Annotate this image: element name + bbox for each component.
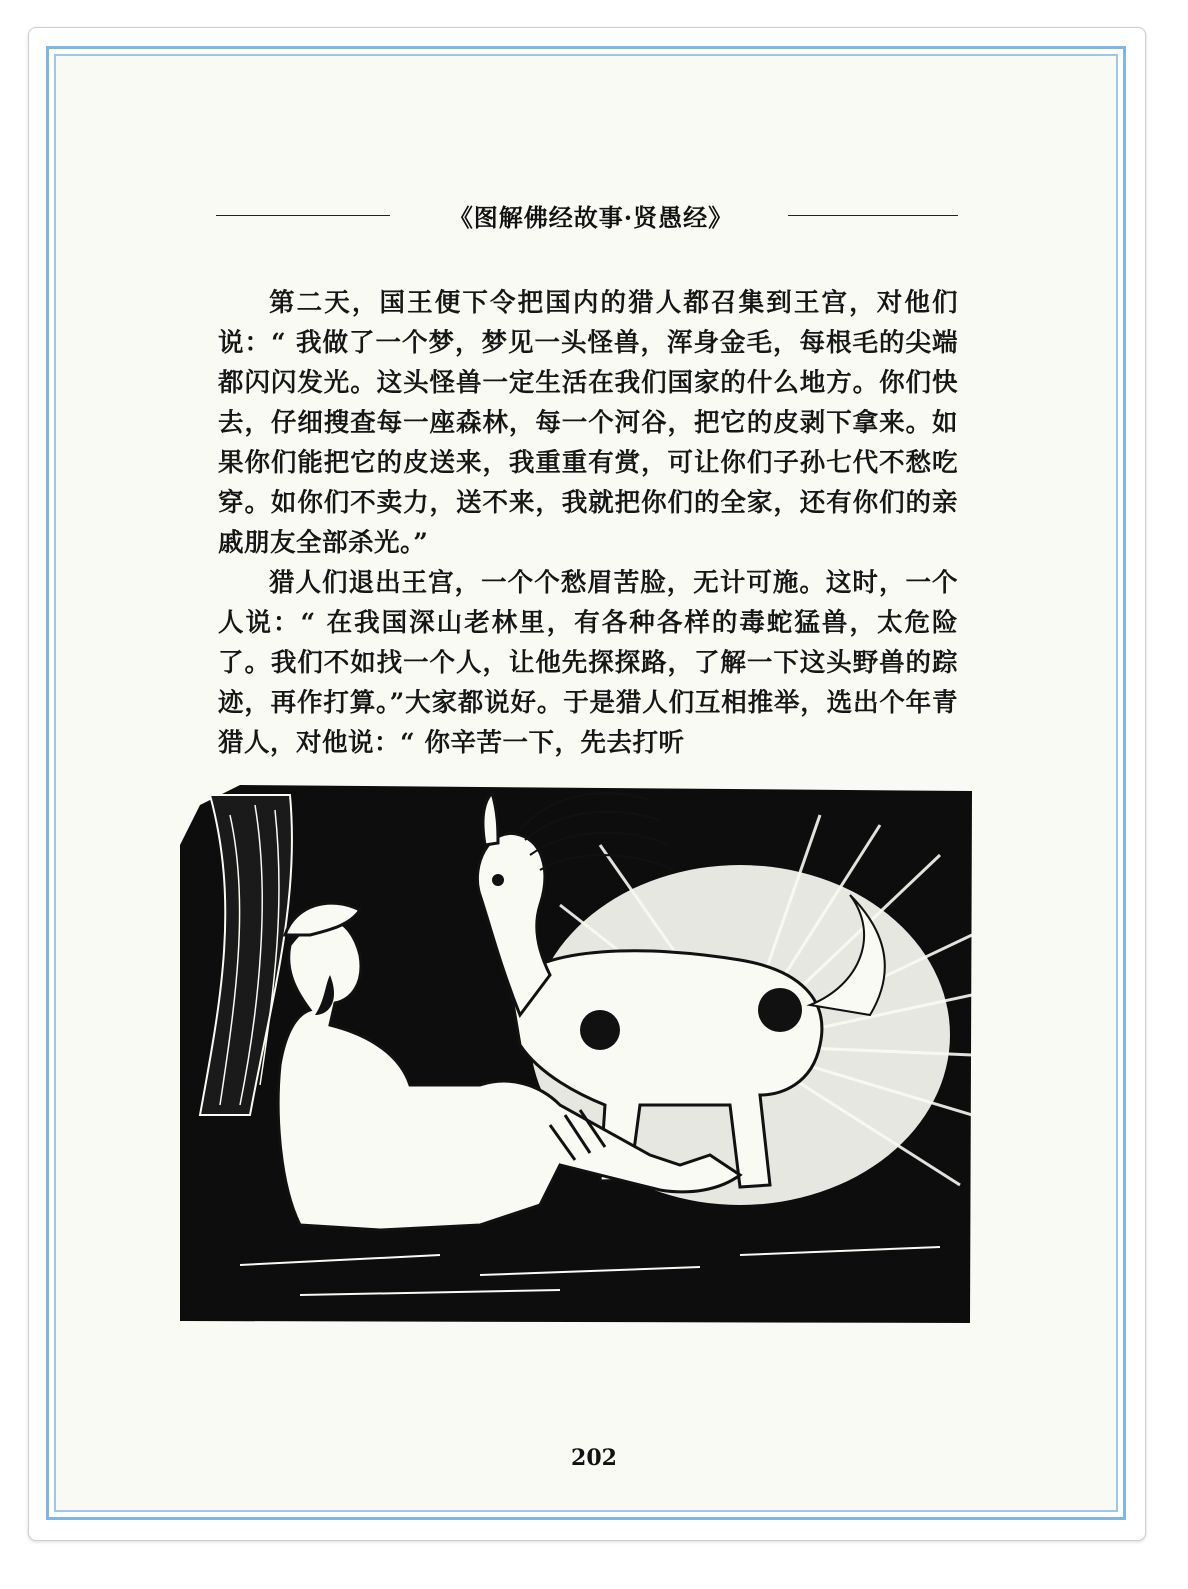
header-rule-left	[216, 215, 390, 216]
header-rule-right	[788, 215, 958, 216]
body-text	[218, 283, 958, 763]
paragraph-2: 猎人们退出王宫，一个个愁眉苦脸，无计可施。这时，一个人说：“ 在我国深山老林里，有各种各样的毒蛇猛兽，太危险了。我们不如找一个人，让他先探探路，了解一下这头野兽的踪迹，再作打算。”大家都说好。于是猎人们互相推举，选出个年青猎人，对他说：“ 你辛苦一下，先去打听	[218, 568, 958, 758]
running-header	[216, 196, 958, 236]
paragraph-1: 第二天，国王便下令把国内的猎人都召集到王宫，对他们说：“ 我做了一个梦，梦见一头怪兽，浑身金毛，每根毛的尖端都闪闪发光。这头怪兽一定生活在我们国家的什么地方。你们快去，仔细搜查每一座森林，每一个河谷，把它的皮剥下拿来。如果你们能把它的皮送来，我重重有赏，可让你们子孙七代不愁吃穿。如你们不卖力，送不来，我就把你们的全家，还有你们的亲戚朋友全部杀光。”	[218, 288, 958, 558]
book-title: 《图解佛经故事·贤愚经》	[448, 203, 734, 232]
woodcut-illustration	[180, 785, 972, 1323]
page-number: 202	[571, 1445, 617, 1471]
